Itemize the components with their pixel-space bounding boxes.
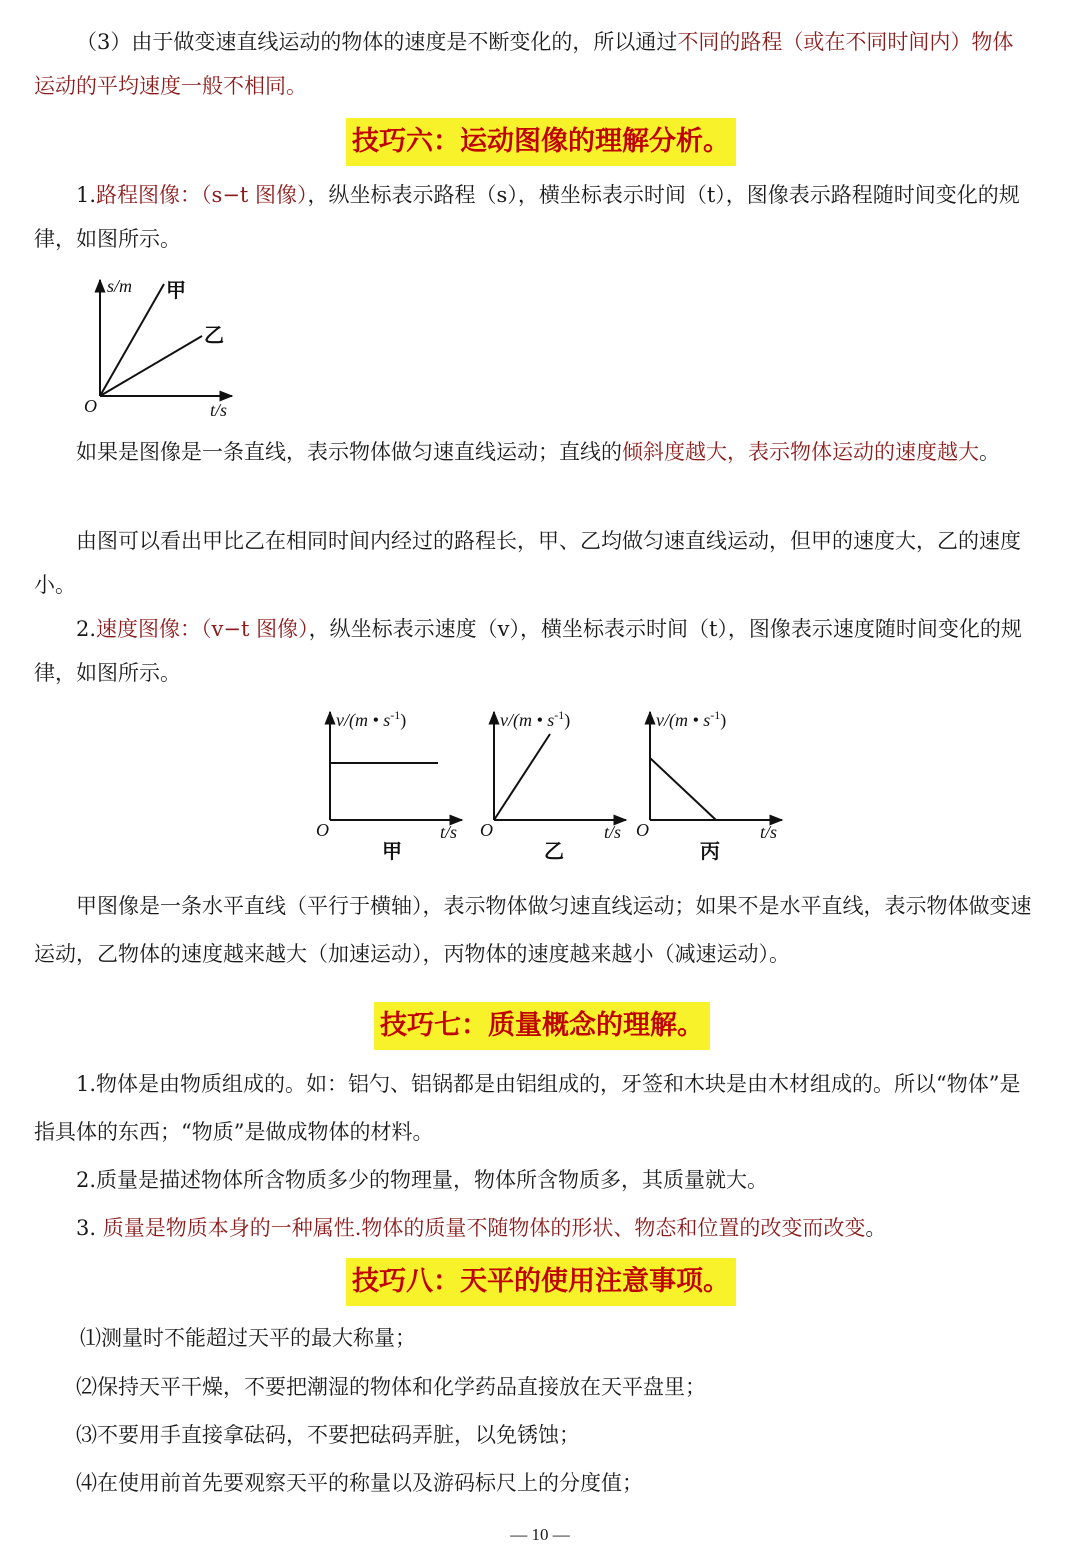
vt-bing-y-close: ) — [720, 710, 727, 730]
s6-item1-num: 1. — [76, 183, 97, 207]
s8-item-2: ⑵保持天平干燥，不要把潮湿的物体和化学药品直接放在天平盘里； — [76, 1375, 706, 1399]
s8-item-4: ⑷在使用前首先要观察天平的称量以及游码标尺上的分度值； — [76, 1471, 643, 1495]
s6-compare-paragraph: 由图可以看出甲比乙在相同时间内经过的路程长，甲、乙均做匀速直线运动，但甲的速度大，乙的速度小。 — [34, 529, 1021, 597]
s6-item2-label: 速度图像：（v−t 图像） — [96, 617, 309, 641]
s8-item-3: ⑶不要用手直接拿砝码，不要把砝码弄脏，以免锈蚀； — [76, 1423, 580, 1447]
vt-jia-caption: 甲 — [382, 839, 402, 863]
s6-item2 — [34, 607, 1034, 695]
vt-bing-origin: O — [636, 820, 649, 840]
vt-bing-y-text: v/(m • s — [656, 710, 711, 730]
s7-p3-end: 。 — [865, 1216, 887, 1240]
vt-bing-caption: 丙 — [700, 839, 720, 863]
st-origin: O — [84, 396, 97, 416]
s8-item-1: ⑴测量时不能超过天平的最大称量； — [80, 1326, 416, 1350]
s7-p3 — [34, 1204, 1034, 1252]
vt-bing-y-exp: -1 — [710, 708, 721, 722]
vt-jia-y-text: v/(m • s — [336, 710, 391, 730]
s7-p2: 2.质量是描述物体所含物质多少的物理量，物体所含物质多，其质量就大。 — [76, 1168, 769, 1192]
s6-item1-text: ，纵坐标表示路程（s），横坐标表示时间（t），图像表示路程随时间变化的规律，如图所示。 — [34, 183, 1020, 251]
intro-highlight: 不同的路程（或在不同时间内）物体运动的平均速度一般不相同。 — [34, 30, 1014, 98]
vt-graph-jia — [316, 708, 462, 863]
s7-p1: 1.物体是由物质组成的。如：铝勺、铝锅都是由铝组成的，牙签和木块是由木材组成的。所以“物体”是指具体的东西；“物质”是做成物体的材料。 — [34, 1072, 1021, 1144]
vt-graph-yi — [480, 708, 626, 863]
vt-bing-y-label — [656, 708, 726, 731]
vt-graphs — [310, 700, 810, 870]
s6-line-paragraph — [34, 430, 1034, 474]
st-graph — [80, 272, 250, 422]
st-x-label: t/s — [210, 400, 228, 420]
s6-line-text: 如果是图像是一条直线，表示物体做匀速直线运动；直线的 — [76, 440, 622, 464]
vt-jia-x-label: t/s — [440, 822, 458, 842]
vt-yi-x-label: t/s — [604, 822, 622, 842]
s6-item2-num: 2. — [76, 617, 97, 641]
s7-p3-num: 3. — [76, 1216, 97, 1240]
s6-item1-label: 路程图像：（s−t 图像） — [96, 183, 308, 207]
vt-yi-caption: 乙 — [544, 839, 564, 863]
st-label-yi: 乙 — [204, 323, 224, 347]
st-label-jia: 甲 — [166, 278, 186, 302]
st-y-label: s/m — [107, 276, 133, 296]
s6-line-highlight: 倾斜度越大，表示物体运动的速度越大 — [622, 440, 979, 464]
vt-yi-origin: O — [480, 820, 493, 840]
s6-line-end: 。 — [979, 440, 1000, 464]
intro-paragraph — [34, 20, 1034, 108]
vt-jia-y-label — [336, 708, 406, 731]
s6-item2-text: ，纵坐标表示速度（v），横坐标表示时间（t），图像表示速度随时间变化的规律，如图所示。 — [34, 617, 1022, 685]
s7-p3-highlight: 质量是物质本身的一种属性.物体的质量不随物体的形状、物态和位置的改变而改变 — [96, 1216, 866, 1240]
vt-yi-line — [494, 734, 550, 820]
vt-jia-y-close: ) — [400, 710, 407, 730]
vt-jia-y-exp: -1 — [390, 708, 401, 722]
st-line-jia — [100, 284, 164, 396]
vt-yi-y-close: ) — [564, 710, 571, 730]
vt-bing-x-label: t/s — [760, 822, 778, 842]
section8-heading: 技巧八：天平的使用注意事项。 — [346, 1258, 736, 1306]
vt-graph-bing — [636, 708, 782, 863]
s6-item1 — [34, 173, 1034, 261]
vt-bing-line — [650, 758, 716, 820]
intro-text: （3）由于做变速直线运动的物体的速度是不断变化的，所以通过 — [76, 30, 678, 54]
section6-heading: 技巧六：运动图像的理解分析。 — [346, 118, 736, 166]
vt-jia-origin: O — [316, 820, 329, 840]
vt-yi-y-text: v/(m • s — [500, 710, 555, 730]
vt-yi-y-exp: -1 — [554, 708, 565, 722]
section7-heading: 技巧七：质量概念的理解。 — [374, 1002, 710, 1050]
st-line-yi — [100, 336, 202, 396]
page-number: — 10 — — [510, 1525, 570, 1544]
s6-explain-paragraph: 甲图像是一条水平直线（平行于横轴），表示物体做匀速直线运动；如果不是水平直线，表示物体做变速运动，乙物体的速度越来越大（加速运动），丙物体的速度越来越小（减速运动）。 — [34, 894, 1032, 966]
vt-yi-y-label — [500, 708, 570, 731]
